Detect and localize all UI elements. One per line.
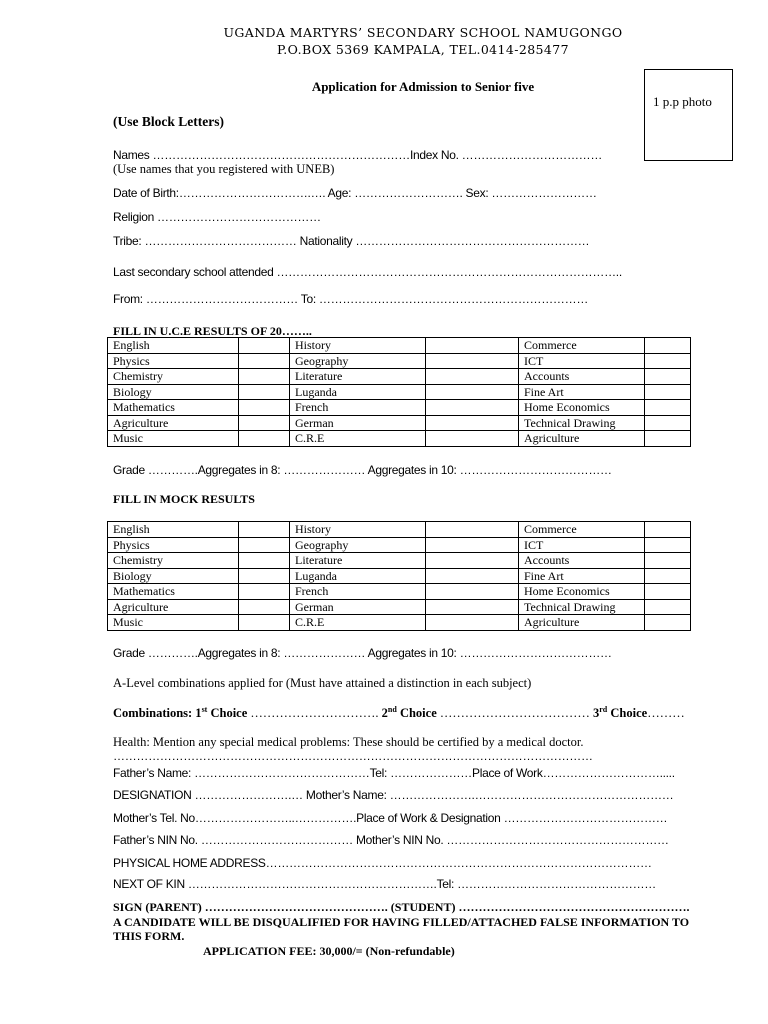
uce-table-row (108, 353, 691, 369)
photo-box (644, 69, 733, 161)
combinations-line[interactable] (113, 705, 685, 721)
uce-grade-cell[interactable] (645, 384, 691, 400)
alevel-note: A-Level combinations applied for (Must have attained a distinction in each subject) (113, 676, 532, 690)
uce-grade-cell[interactable] (239, 338, 290, 354)
uce-grade-cell[interactable] (426, 431, 519, 447)
mock-subject-cell: Geography (290, 537, 426, 553)
mock-subject-cell: Technical Drawing (519, 599, 645, 615)
school-name: UGANDA MARTYRS’ SECONDARY SCHOOL NAMUGONGO (223, 25, 623, 40)
first-sup: st (201, 705, 208, 714)
mock-subject-cell: Agriculture (519, 615, 645, 631)
uce-subject-cell: Biology (108, 384, 239, 400)
mock-table-row (108, 615, 691, 631)
uce-results-table (107, 337, 691, 447)
uce-subject-cell: Physics (108, 353, 239, 369)
uce-subject-cell: Fine Art (519, 384, 645, 400)
mock-subject-cell: Home Economics (519, 584, 645, 600)
first-choice-dots[interactable]: …………………………. (247, 706, 382, 721)
block-letters-note: (Use Block Letters) (113, 114, 224, 129)
uce-grade-cell[interactable] (426, 400, 519, 416)
mock-subject-cell: Accounts (519, 553, 645, 569)
uce-table-row (108, 415, 691, 431)
names-note: (Use names that you registered with UNEB) (113, 162, 335, 176)
mock-grade-line[interactable]: Grade ………….Aggregates in 8: ………………… Aggregates in 10: ………………………………… (113, 646, 612, 660)
uce-grade-cell[interactable] (239, 400, 290, 416)
uce-subject-cell: Agriculture (108, 415, 239, 431)
uce-grade-cell[interactable] (645, 353, 691, 369)
religion-field[interactable]: Religion …………………………………… (113, 210, 321, 224)
mock-subject-cell: Mathematics (108, 584, 239, 600)
mock-subject-cell: ICT (519, 537, 645, 553)
uce-subject-cell: Home Economics (519, 400, 645, 416)
mock-table-row (108, 537, 691, 553)
tribe-nationality-field[interactable]: Tribe: ………………………………… Nationality …………………………………………………… (113, 234, 590, 248)
mock-subject-cell: Luganda (290, 568, 426, 584)
warning-line-1: A CANDIDATE WILL BE DISQUALIFIED FOR HAVING FILLED/ATTACHED FALSE INFORMATION TO (113, 915, 690, 929)
uce-grade-cell[interactable] (645, 338, 691, 354)
mock-subject-cell: French (290, 584, 426, 600)
uce-table-row (108, 384, 691, 400)
uce-subject-cell: History (290, 338, 426, 354)
nin-line[interactable]: Father’s NIN No. ………………………………… Mother’s NIN No. ………………………………………………… (113, 833, 669, 847)
application-fee: APPLICATION FEE: 30,000/= (Non-refundable) (203, 944, 455, 958)
health-line: Health: Mention any special medical problems: These should be certified by a medical doctor. (113, 735, 584, 749)
second-choice-label: Choice (396, 706, 437, 721)
mock-subject-cell: Biology (108, 568, 239, 584)
mock-grade-cell[interactable] (645, 568, 691, 584)
uce-subject-cell: Agriculture (519, 431, 645, 447)
names-field[interactable]: Names …………………………………………………………Index No. ……………………………… (113, 148, 603, 162)
uce-table-row (108, 431, 691, 447)
mock-subject-cell: Commerce (519, 522, 645, 538)
uce-subject-cell: ICT (519, 353, 645, 369)
mock-subject-cell: C.R.E (290, 615, 426, 631)
health-dots[interactable]: …………………………………………………………………………………………………………… (113, 749, 593, 763)
form-title: Application for Admission to Senior five (311, 79, 535, 94)
mock-grade-cell[interactable] (645, 522, 691, 538)
uce-heading: FILL IN U.C.E RESULTS OF 20…….. (113, 324, 312, 338)
third-choice-label: Choice (607, 706, 648, 721)
uce-grade-cell[interactable] (239, 384, 290, 400)
first-choice-label: Choice (207, 706, 248, 721)
school-address: P.O.BOX 5369 KAMPALA, TEL.0414-285477 (277, 42, 569, 57)
uce-table-row (108, 400, 691, 416)
mock-grade-cell[interactable] (239, 568, 290, 584)
uce-subject-cell: Mathematics (108, 400, 239, 416)
dob-age-sex-field[interactable]: Date of Birth:…………………………….…. Age: ………………………. Sex: ……………………… (113, 186, 597, 200)
uce-table-row (108, 369, 691, 385)
mock-grade-cell[interactable] (239, 615, 290, 631)
mock-grade-cell[interactable] (426, 553, 519, 569)
mock-grade-cell[interactable] (426, 568, 519, 584)
mock-grade-cell[interactable] (645, 584, 691, 600)
second-choice-dots[interactable]: ……………………………… (436, 706, 593, 721)
uce-grade-cell[interactable] (645, 369, 691, 385)
mock-grade-cell[interactable] (239, 522, 290, 538)
mock-subject-cell: Music (108, 615, 239, 631)
uce-subject-cell: Music (108, 431, 239, 447)
next-of-kin-line[interactable]: NEXT OF KIN ……………………………………………………….Tel: …………………………………………… (113, 877, 656, 891)
uce-grade-cell[interactable] (426, 338, 519, 354)
mock-grade-cell[interactable] (239, 584, 290, 600)
mock-grade-cell[interactable] (426, 599, 519, 615)
mock-subject-cell: History (290, 522, 426, 538)
uce-grade-cell[interactable] (645, 431, 691, 447)
mock-grade-cell[interactable] (645, 599, 691, 615)
mock-table-row (108, 568, 691, 584)
uce-subject-cell: English (108, 338, 239, 354)
mock-subject-cell: Literature (290, 553, 426, 569)
mock-grade-cell[interactable] (426, 584, 519, 600)
uce-grade-line[interactable]: Grade ………….Aggregates in 8: ………………… Aggregates in 10: ………………………………… (113, 463, 612, 477)
uce-subject-cell: Chemistry (108, 369, 239, 385)
uce-grade-cell[interactable] (645, 400, 691, 416)
uce-subject-cell: French (290, 400, 426, 416)
uce-grade-cell[interactable] (239, 415, 290, 431)
uce-grade-cell[interactable] (645, 415, 691, 431)
uce-grade-cell[interactable] (239, 353, 290, 369)
third-sup: rd (599, 705, 608, 714)
third-num: 3 (593, 706, 600, 721)
uce-subject-cell: C.R.E (290, 431, 426, 447)
mock-grade-cell[interactable] (239, 553, 290, 569)
mock-heading: FILL IN MOCK RESULTS (113, 492, 255, 506)
uce-grade-cell[interactable] (426, 369, 519, 385)
mock-table-row (108, 599, 691, 615)
mock-subject-cell: Fine Art (519, 568, 645, 584)
mock-table-row (108, 584, 691, 600)
from-to-field[interactable]: From: ………………………………… To: …………………………………………………………… (113, 292, 589, 306)
uce-grade-cell[interactable] (426, 384, 519, 400)
mock-subject-cell: Agriculture (108, 599, 239, 615)
mock-grade-cell[interactable] (426, 537, 519, 553)
mock-table-row (108, 553, 691, 569)
photo-label: 1 p.p photo (653, 94, 712, 109)
mock-grade-cell[interactable] (645, 553, 691, 569)
uce-grade-cell[interactable] (239, 369, 290, 385)
uce-grade-cell[interactable] (426, 353, 519, 369)
uce-grade-cell[interactable] (426, 415, 519, 431)
second-num: 2 (381, 706, 388, 721)
uce-subject-cell: Technical Drawing (519, 415, 645, 431)
mock-grade-cell[interactable] (426, 522, 519, 538)
father-line[interactable]: Father’s Name: ………………………………………Tel: …………………Place of Work…………………………..... (113, 766, 675, 780)
uce-subject-cell: German (290, 415, 426, 431)
uce-grade-cell[interactable] (239, 431, 290, 447)
uce-subject-cell: Literature (290, 369, 426, 385)
second-sup: nd (387, 705, 397, 714)
warning-line-2: THIS FORM. (113, 929, 185, 943)
uce-subject-cell: Commerce (519, 338, 645, 354)
mock-subject-cell: Chemistry (108, 553, 239, 569)
last-school-field[interactable]: Last secondary school attended …………………………………………………………………………….. (113, 265, 622, 279)
mock-grade-cell[interactable] (239, 599, 290, 615)
mock-grade-cell[interactable] (426, 615, 519, 631)
mock-grade-cell[interactable] (239, 537, 290, 553)
designation-line[interactable]: DESIGNATION …………………….… Mother’s Name: ………………….…………………………………………… (113, 788, 674, 802)
mock-subject-cell: Physics (108, 537, 239, 553)
signature-line[interactable]: SIGN (PARENT) ………………………………………. (STUDENT) …………………………………………………. (113, 900, 690, 914)
mother-tel-line[interactable]: Mother’s Tel. No……………………..…………….Place of Work & Designation …………………………………… (113, 811, 668, 825)
mock-table-row (108, 522, 691, 538)
uce-table-row (108, 338, 691, 354)
mock-grade-cell[interactable] (645, 537, 691, 553)
home-address-line[interactable]: PHYSICAL HOME ADDRESS……………………………………………………………………………………… (113, 856, 652, 870)
uce-subject-cell: Accounts (519, 369, 645, 385)
mock-results-table (107, 521, 691, 631)
mock-subject-cell: English (108, 522, 239, 538)
mock-grade-cell[interactable] (645, 615, 691, 631)
uce-subject-cell: Geography (290, 353, 426, 369)
combinations-label: Combinations: 1 (113, 706, 202, 721)
mock-subject-cell: German (290, 599, 426, 615)
third-choice-dots[interactable]: ……… (647, 706, 685, 721)
uce-subject-cell: Luganda (290, 384, 426, 400)
